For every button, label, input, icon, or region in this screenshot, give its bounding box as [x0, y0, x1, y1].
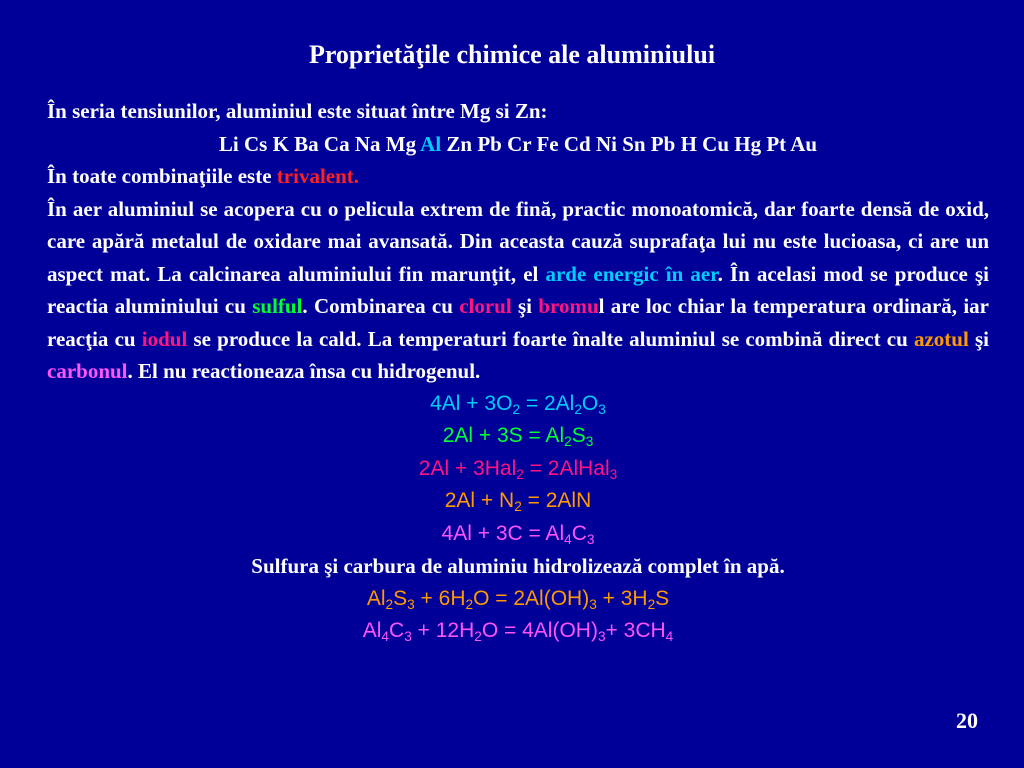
equation-part: = 2AlN: [521, 489, 592, 512]
equation-subscript: 3: [597, 629, 606, 645]
equation-part: + 12H: [411, 619, 475, 642]
equation-part: O: [581, 391, 599, 415]
equation-part: 4Al + 3C = Al: [441, 521, 565, 545]
paragraph-segment: În aer aluminiul se acopera cu o pelicula extrem de fină, practic monoatomică, dar foarte densă de oxid, care apără metalul de oxidare mai avansată. Din aceasta cauză suprafaţa lui nu este lucioasa, ci are un aspect mat. La calcinarea aluminiului fin marunţit, el: [47, 196, 989, 286]
activity-series-aluminium: Al: [420, 131, 442, 156]
equation-subscript: 3: [589, 596, 597, 612]
equation-part: + 3CH: [605, 619, 666, 642]
equation-part: O = 4Al(OH): [481, 619, 598, 642]
highlight-burns-in-air: arde energic în aer: [545, 261, 718, 286]
equation-subscript: 2: [574, 401, 582, 417]
equation-part: S: [655, 586, 670, 610]
equation-subscript: 3: [404, 629, 412, 645]
equation-nitrogen: [47, 485, 989, 518]
slide-content: [47, 95, 989, 648]
equation-part: 2Al + 3Hal: [418, 456, 517, 480]
activity-series-after: Zn Pb Cr Fe Cd Ni Sn Pb H Cu Hg Pt Au: [441, 131, 818, 156]
valence-line: [47, 160, 989, 193]
equation-subscript: 3: [585, 434, 594, 450]
equation-subscript: 4: [381, 629, 390, 645]
highlight-chlorine: clorul: [459, 294, 512, 318]
paragraph-segment: . În acelasi mod se produce şi reactia aluminiului cu: [47, 261, 989, 318]
highlight-carbon: carbonul: [47, 359, 128, 383]
equation-part: Al: [366, 586, 386, 610]
equation-part: Al: [362, 619, 382, 642]
equation-subscript: 2: [385, 596, 394, 612]
equation-oxygen: [47, 388, 989, 421]
equation-subscript: 2: [647, 596, 656, 612]
equation-subscript: 3: [586, 531, 595, 547]
equation-subscript: 2: [516, 466, 524, 482]
equation-subscript: 3: [598, 401, 606, 417]
equation-part: 2Al + N: [444, 489, 515, 512]
highlight-iodine: iodul: [141, 326, 188, 351]
valence-highlight: trivalent.: [276, 164, 360, 188]
series-intro-line: În seria tensiunilor, aluminiul este situat între Mg si Zn:: [47, 99, 548, 123]
activity-series-line: [47, 128, 989, 161]
highlight-bromine: bromu: [538, 294, 599, 318]
equation-sulfide-hydrolysis: [47, 583, 989, 616]
equation-carbon: [47, 518, 989, 551]
equation-part: O = 2Al(OH): [473, 586, 590, 610]
equation-carbide-hydrolysis: [47, 615, 989, 648]
highlight-nitrogen: azotul: [913, 326, 969, 351]
equation-part: + 6H: [414, 586, 466, 610]
equation-part: = 2Al: [520, 391, 575, 415]
equation-part: = 2AlHal: [523, 456, 610, 480]
equation-halogen: [47, 453, 989, 486]
equation-part: 4Al + 3O: [430, 391, 513, 415]
equation-subscript: 4: [564, 531, 572, 547]
paragraph-segment: l are loc chiar la temperatura ordinară, iar reacţia cu: [47, 294, 989, 351]
equation-subscript: 2: [564, 434, 572, 450]
equation-subscript: 2: [465, 596, 474, 612]
equation-subscript: 2: [474, 629, 482, 645]
slide-title: Proprietăţile chimice ale aluminiului: [308, 40, 716, 69]
equation-part: 2Al + 3S = Al: [442, 424, 565, 447]
equation-sulfur: [47, 420, 989, 453]
equation-subscript: 3: [609, 466, 618, 482]
equation-part: + 3H: [596, 586, 648, 610]
paragraph-segment: . El nu reactioneaza însa cu hidrogenul.: [127, 359, 481, 383]
hydrolysis-sentence: Sulfura şi carbura de aluminiu hidrolizează complet în apă.: [251, 554, 785, 578]
reactivity-paragraph: [47, 193, 989, 388]
equation-subscript: 2: [514, 499, 522, 515]
page-number: 20: [956, 708, 978, 733]
paragraph-segment: . Combinarea cu: [302, 294, 460, 318]
equation-subscript: 4: [665, 629, 674, 645]
highlight-sulfur: sulful: [252, 294, 303, 318]
paragraph-segment: şi: [511, 294, 539, 318]
equation-part: C: [389, 619, 405, 642]
equation-part: S: [393, 586, 408, 610]
equation-part: C: [571, 521, 587, 545]
paragraph-segment: se produce la cald. La temperaturi foarte înalte aluminiul se combină direct cu: [187, 326, 914, 351]
paragraph-segment: şi: [968, 326, 989, 351]
valence-text: În toate combinaţiile este: [47, 164, 277, 188]
activity-series-before: Li Cs K Ba Ca Na Mg: [218, 131, 421, 156]
equation-subscript: 3: [407, 596, 415, 612]
equation-part: S: [571, 424, 586, 447]
equation-subscript: 2: [512, 401, 521, 417]
